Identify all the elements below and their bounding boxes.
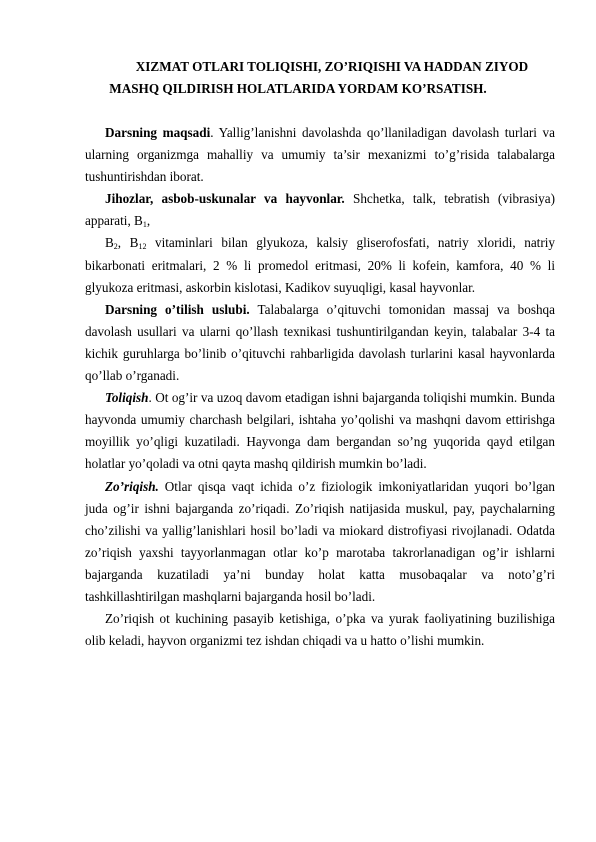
paragraph-fatigue — [85, 387, 555, 475]
fatigue-text: . Ot og’ir va uzoq davom etadigan ishni bajarganda toliqishi mumkin. Bunda hayvonda umumiy charchash belgilari, ishtaha yo’qolishi va mashqni davom ettirishga moyillik yo’qligi kuzatiladi. Hayvonga dam bergandan so’ng yuqorida qayd etilgan holatlar yo’qoladi va otni qayta mashq qildirish mumkin bo’ladi. — [85, 390, 555, 472]
paragraph-strain — [85, 476, 555, 609]
equipment-after: , — [146, 213, 151, 229]
goal-label: Darsning maqsadi — [105, 125, 211, 140]
strain-text: Otlar qisqa vaqt ichida o’z fiziologik imkoniyatlaridan yuqori bo’lgan juda og’ir ishni bajarganda zo’riqadi. Zo’riqish natijasida muskul, pay, paychalarning cho’zilishi va yallig’lanishlari hosil bo’ladi va miokard distrofiyasi rivojlanadi. Odatda zo’riqish yaxshi tayyorlanmagan otlar ko’p marotaba takrorlanadigan og’ir ishlarni bajarganda kuzatiladi ya’ni bunday holat katta musobaqalar va noto’g’ri tashkillashtirilgan mashqlarni bajarganda hosil bo’ladi. — [85, 478, 555, 604]
document-body — [85, 122, 555, 652]
vitamin-b2-letter: B — [105, 235, 114, 251]
equipment-subscript-1: 1 — [142, 220, 147, 230]
method-text: Talabalarga o’qituvchi tomonidan massaj va boshqa davolash usullari va ularni qo’llash texnikasi tushuntirilgandan keyin, talabalar 3-4 ta kichik guruhlarga bo’linib o’qituvchi rahbarligida davolash turlarini kasal hayvonlarda qo’llab o’rganadi. — [85, 301, 555, 384]
goal-text: . Yallig’lanishni davolashda qo’llaniladigan davolash turlari va ularning organizmga mahalliy va umumiy ta’sir mexanizmi to’g’risida talabalarga tushuntirishdan iborat. — [85, 125, 555, 185]
vitamins-text: vitaminlari bilan glyukoza, kalsiy gliserofosfati, natriy xloridi, natriy bikarbonati eritmalari, 2 % li promedol eritmasi, 20% li kofein, kamfora, 40 % li glyukoza eritmasi, askorbin kislotasi, Kadikov suyuqligi, kasal hayvonlar. — [85, 235, 555, 295]
equipment-label: Jihozlar, asbob-uskunalar va hayvonlar. — [105, 191, 345, 207]
strain-label: Zo’riqish. — [105, 478, 159, 494]
paragraph-vitamins — [85, 232, 555, 298]
method-label: Darsning o’tilish uslubi. — [105, 301, 250, 317]
consequence-text: Zo’riqish ot kuchining pasayib ketishiga, o’pka va yurak faoliyatining buzilishiga olib keladi, hayvon organizmi tez ishdan chiqadi va u hatto o’lishi mumkin. — [85, 611, 555, 649]
document-title-line-2: MASHQ QILDIRISH HOLATLARIDA YORDAM KO’RSATISH. — [109, 81, 487, 96]
paragraph-method — [85, 299, 555, 387]
paragraph-goal — [85, 122, 555, 188]
document-title-line-1: XIZMAT OTLARI TOLIQISHI, ZO’RIQISHI VA HADDAN ZIYOD — [135, 59, 529, 74]
vitamin-b12-subscript: 12 — [138, 242, 147, 252]
paragraph-consequence — [85, 608, 555, 652]
paragraph-equipment — [85, 188, 555, 232]
fatigue-label: Toliqish — [105, 390, 149, 406]
vitamin-b2-subscript: 2 — [113, 242, 118, 252]
equipment-text: Shchetka, talk, tebratish (vibrasiya) apparati, B — [85, 191, 555, 229]
vitamin-separator: , B — [117, 235, 139, 251]
